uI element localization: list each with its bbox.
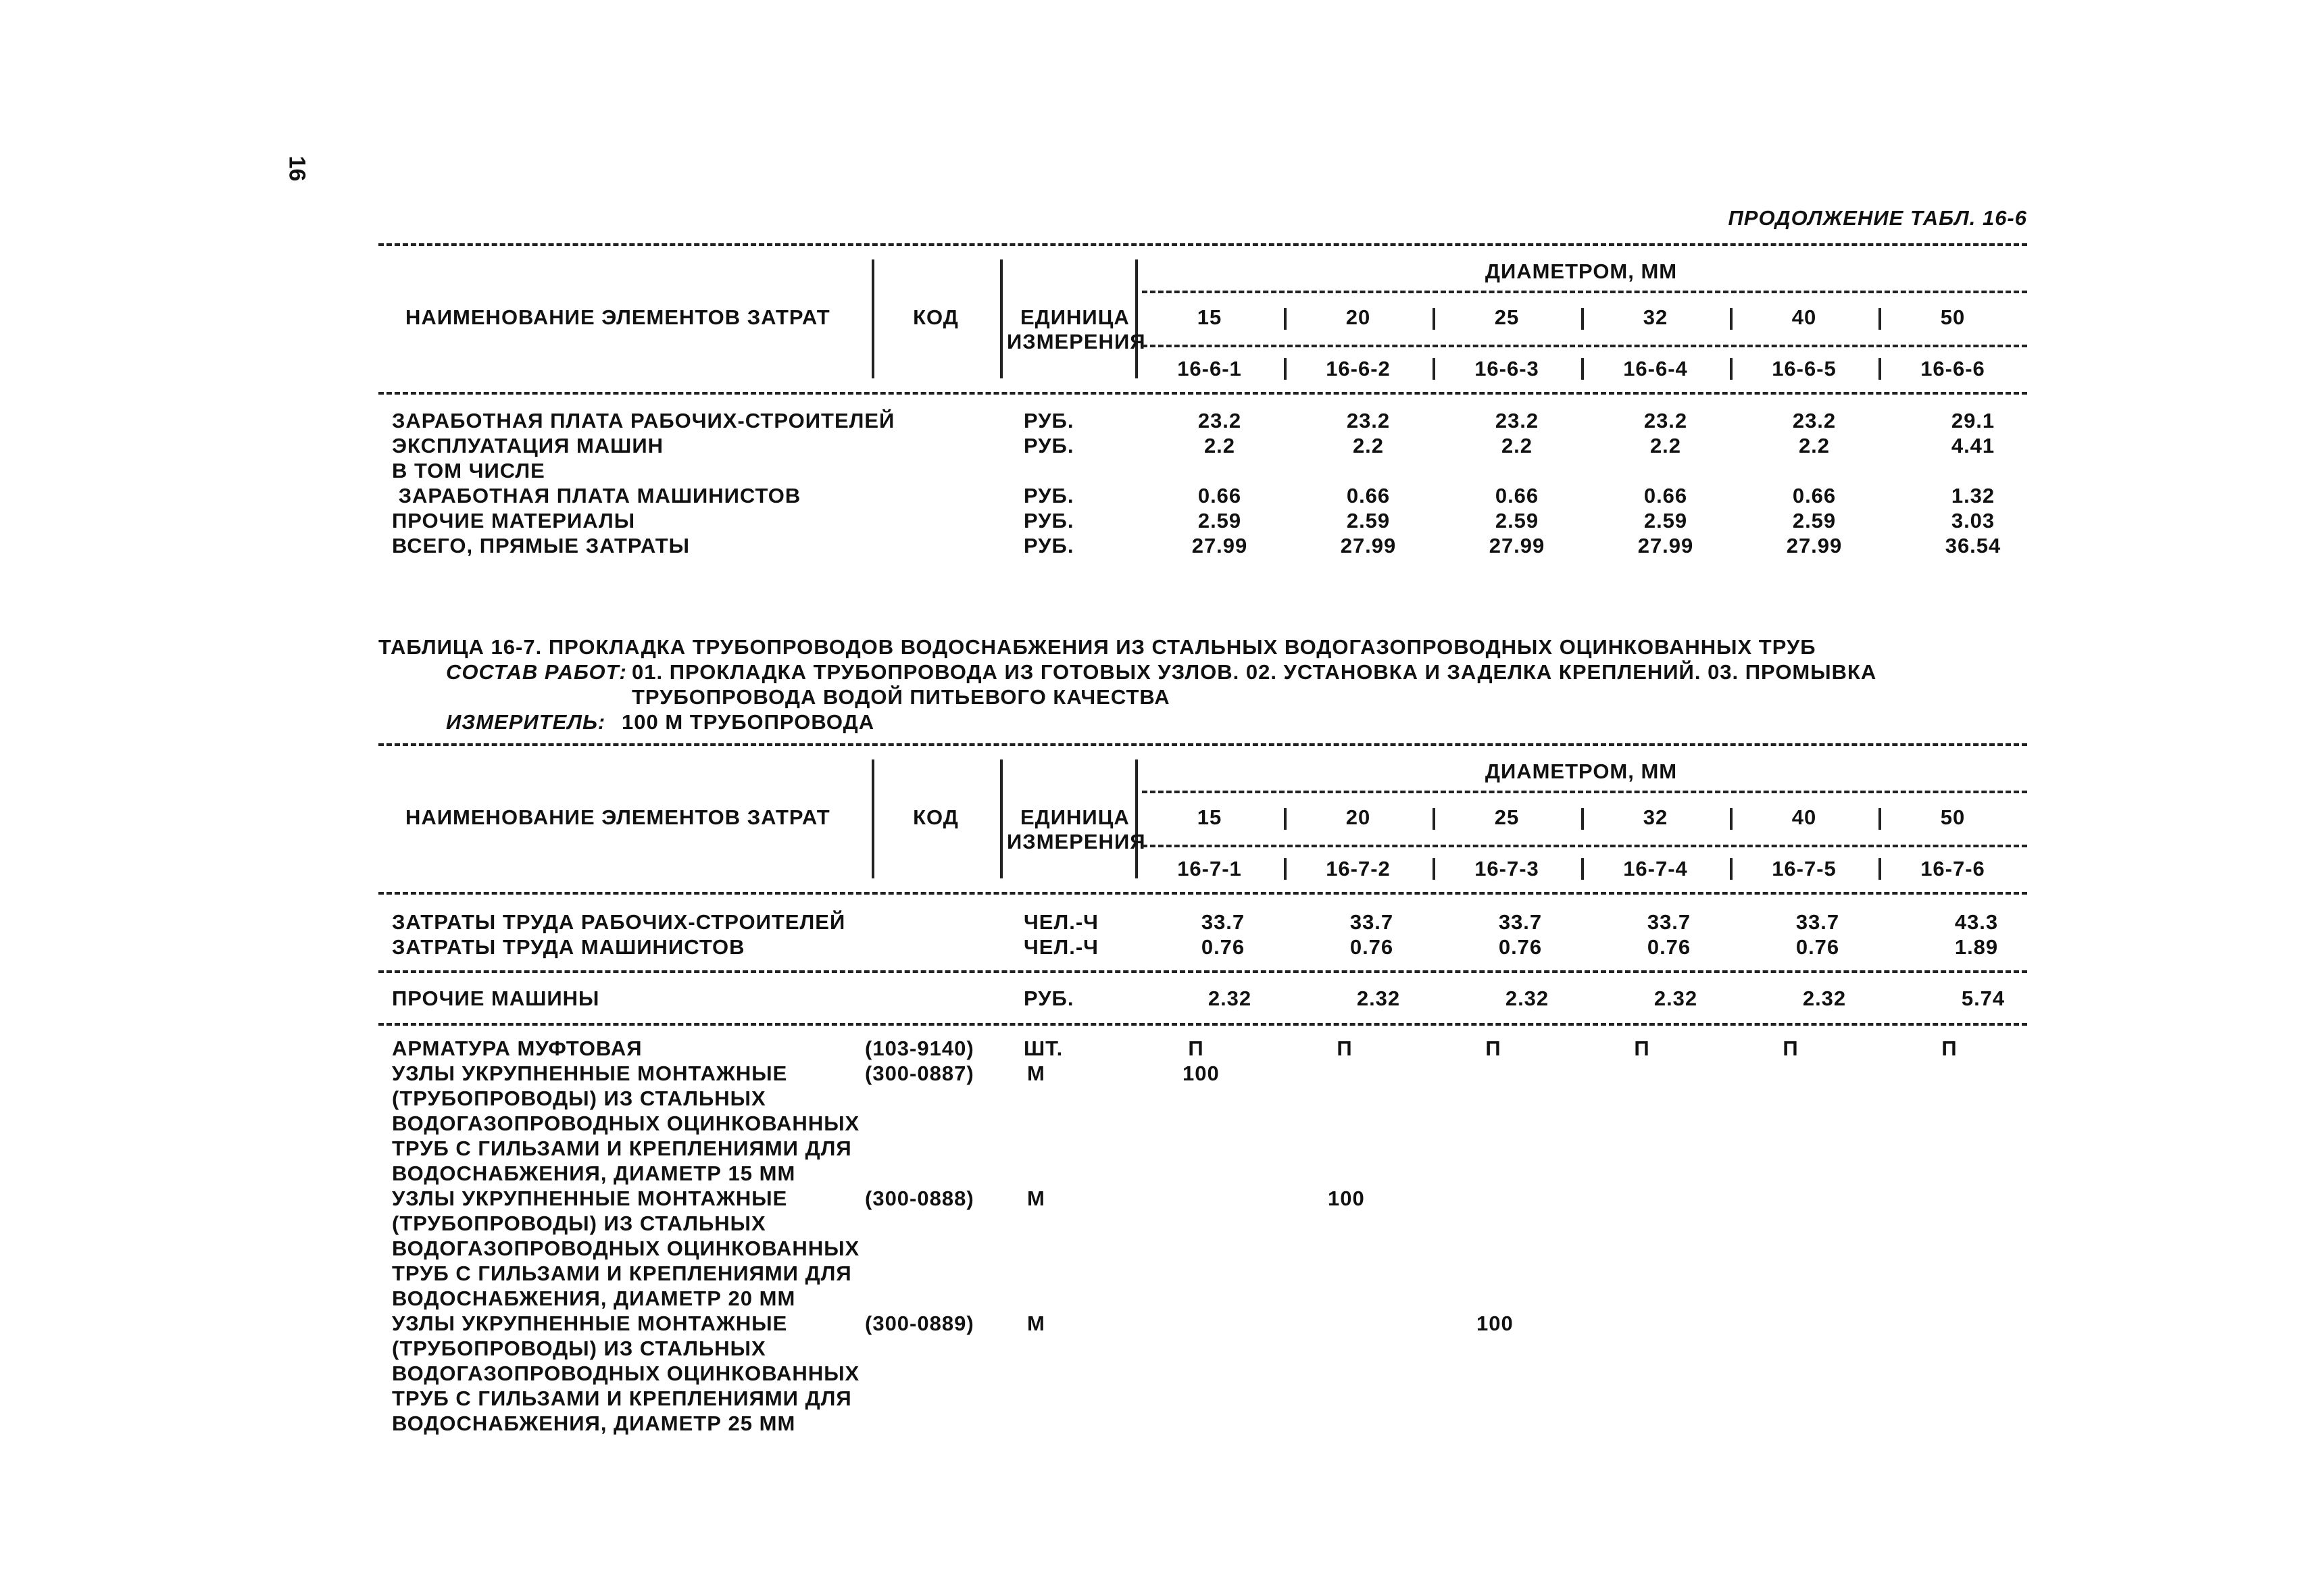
t2-unit-header-1: ЕДИНИЦА bbox=[1020, 805, 1130, 829]
t1-code-6: 16-6-6 bbox=[1920, 357, 1985, 380]
t2-name-header: НАИМЕНОВАНИЕ ЭЛЕМЕНТОВ ЗАТРАТ bbox=[405, 805, 830, 829]
t2-cell: П bbox=[1634, 1037, 1650, 1060]
t2-diameter-3: 25 bbox=[1494, 805, 1520, 829]
t2-node-line: ВОДОГАЗОПРОВОДНЫХ ОЦИНКОВАННЫХ bbox=[392, 1237, 860, 1260]
column-separator bbox=[1000, 759, 1003, 878]
t1-cell: 2.59 bbox=[1792, 509, 1837, 532]
t1-cell: 2.2 bbox=[1501, 434, 1533, 457]
t2-labor-unit: ЧЕЛ.-Ч bbox=[1024, 935, 1099, 959]
t1-cell: 23.2 bbox=[1792, 409, 1837, 432]
t2-node-line: УЗЛЫ УКРУПНЕННЫЕ МОНТАЖНЫЕ bbox=[392, 1062, 788, 1085]
t2-labor-unit: ЧЕЛ.-Ч bbox=[1024, 910, 1099, 934]
t2-cell: П bbox=[1485, 1037, 1501, 1060]
t2-node-value: 100 bbox=[1328, 1187, 1365, 1210]
header-top-rule bbox=[378, 243, 2027, 246]
diameter-rule bbox=[1142, 291, 2027, 293]
column-separator bbox=[1433, 858, 1435, 880]
t1-cell: 0.66 bbox=[1197, 484, 1242, 507]
t1-diameter-6: 50 bbox=[1940, 305, 1966, 329]
t2-node-unit: М bbox=[1027, 1187, 1045, 1210]
work-line-1: 01. ПРОКЛАДКА ТРУБОПРОВОДА ИЗ ГОТОВЫХ УЗЛОВ. 02. УСТАНОВКА И ЗАДЕЛКА КРЕПЛЕНИЙ. 03. ПРОМЫВКА bbox=[632, 660, 1877, 684]
t1-name-header: НАИМЕНОВАНИЕ ЭЛЕМЕНТОВ ЗАТРАТ bbox=[405, 305, 830, 329]
t2-cell: 0.76 bbox=[1201, 935, 1245, 959]
t2-node-value: 100 bbox=[1183, 1062, 1220, 1085]
t2-cell: 0.76 bbox=[1498, 935, 1543, 959]
t2-node-line: ТРУБ С ГИЛЬЗАМИ И КРЕПЛЕНИЯМИ ДЛЯ bbox=[392, 1262, 852, 1285]
t1-cell: 0.66 bbox=[1495, 484, 1539, 507]
t2-code-5: 16-7-5 bbox=[1772, 857, 1837, 880]
t2-node-line: ТРУБ С ГИЛЬЗАМИ И КРЕПЛЕНИЯМИ ДЛЯ bbox=[392, 1387, 852, 1410]
t2-cell: П bbox=[1783, 1037, 1799, 1060]
t2-fittings-name: АРМАТУРА МУФТОВАЯ bbox=[392, 1037, 643, 1060]
t2-cell: 33.7 bbox=[1349, 910, 1394, 934]
t2-code-header: КОД bbox=[913, 805, 959, 829]
meter-value: 100 М ТРУБОПРОВОДА bbox=[622, 710, 875, 734]
t2-diameter-2: 20 bbox=[1345, 805, 1371, 829]
column-separator bbox=[1284, 358, 1287, 380]
t1-cell: 2.2 bbox=[1352, 434, 1385, 457]
t1-row-name: ПРОЧИЕ МАТЕРИАЛЫ bbox=[392, 509, 636, 532]
t1-cell: 2.2 bbox=[1203, 434, 1236, 457]
t1-cell: 2.59 bbox=[1643, 509, 1688, 532]
column-separator bbox=[1581, 858, 1584, 880]
column-separator bbox=[872, 759, 874, 878]
t2-cell: 2.32 bbox=[1208, 987, 1252, 1010]
column-separator bbox=[1284, 858, 1287, 880]
column-separator bbox=[1284, 308, 1287, 330]
t2-diameter-5: 40 bbox=[1791, 805, 1817, 829]
column-separator bbox=[1878, 358, 1881, 380]
t1-cell: 27.99 bbox=[1340, 534, 1397, 557]
t1-cell: 2.59 bbox=[1197, 509, 1242, 532]
t1-row-name: ЗАРАБОТНАЯ ПЛАТА МАШИНИСТОВ bbox=[392, 484, 801, 507]
t2-cell: 0.76 bbox=[1647, 935, 1691, 959]
t1-diameter-header: ДИАМЕТРОМ, ММ bbox=[1485, 259, 1678, 283]
t1-unit-header-1: ЕДИНИЦА bbox=[1020, 305, 1130, 329]
t2-cell: 2.32 bbox=[1356, 987, 1401, 1010]
t1-cell: 36.54 bbox=[1945, 534, 2001, 557]
t1-cell: 29.1 bbox=[1951, 409, 1995, 432]
t2-cell: 1.89 bbox=[1954, 935, 1999, 959]
continuation-title: ПРОДОЛЖЕНИЕ ТАБЛ. 16-6 bbox=[1728, 206, 2027, 230]
t1-cell: 0.66 bbox=[1643, 484, 1688, 507]
header-bottom-rule bbox=[378, 892, 2027, 895]
t1-code-header: КОД bbox=[913, 305, 959, 329]
section-rule bbox=[378, 970, 2027, 973]
t1-diameter-3: 25 bbox=[1494, 305, 1520, 329]
t1-diameter-2: 20 bbox=[1345, 305, 1371, 329]
table2-title: ТАБЛИЦА 16-7. ПРОКЛАДКА ТРУБОПРОВОДОВ ВОДОСНАБЖЕНИЯ ИЗ СТАЛЬНЫХ ВОДОГАЗОПРОВОДНЫХ ОЦИНКОВАННЫХ ТРУБ bbox=[378, 635, 1816, 659]
t2-code-4: 16-7-4 bbox=[1623, 857, 1688, 880]
t2-node-unit: М bbox=[1027, 1312, 1045, 1335]
t2-unit-header-2: ИЗМЕРЕНИЯ bbox=[1007, 830, 1146, 853]
t1-cell: 27.99 bbox=[1637, 534, 1694, 557]
t2-fittings-unit: ШТ. bbox=[1024, 1037, 1064, 1060]
column-separator bbox=[1581, 358, 1584, 380]
work-line-2: ТРУБОПРОВОДА ВОДОЙ ПИТЬЕВОГО КАЧЕСТВА bbox=[632, 685, 1170, 709]
t2-node-line: ВОДОСНАБЖЕНИЯ, ДИАМЕТР 20 ММ bbox=[392, 1287, 796, 1310]
page-number: 16 bbox=[284, 155, 310, 182]
column-separator bbox=[1878, 858, 1881, 880]
column-separator bbox=[1433, 808, 1435, 830]
column-separator bbox=[1730, 358, 1733, 380]
t2-cell: 33.7 bbox=[1795, 910, 1840, 934]
diameter-rule bbox=[1142, 791, 2027, 793]
t2-cell: П bbox=[1941, 1037, 1958, 1060]
t1-row-unit: РУБ. bbox=[1024, 509, 1074, 532]
t2-node-line: ВОДОГАЗОПРОВОДНЫХ ОЦИНКОВАННЫХ bbox=[392, 1362, 860, 1385]
t2-cell: 43.3 bbox=[1954, 910, 1999, 934]
t2-node-line: (ТРУБОПРОВОДЫ) ИЗ СТАЛЬНЫХ bbox=[392, 1087, 766, 1110]
t1-code-1: 16-6-1 bbox=[1177, 357, 1242, 380]
t2-code-2: 16-7-2 bbox=[1326, 857, 1391, 880]
t1-cell: 27.99 bbox=[1786, 534, 1843, 557]
section-rule bbox=[378, 1023, 2027, 1026]
column-separator bbox=[1135, 259, 1138, 378]
t2-cell: 33.7 bbox=[1498, 910, 1543, 934]
t1-unit-header-2: ИЗМЕРЕНИЯ bbox=[1007, 330, 1146, 353]
t1-cell: 27.99 bbox=[1191, 534, 1248, 557]
t1-cell: 2.59 bbox=[1495, 509, 1539, 532]
t1-cell: 27.99 bbox=[1489, 534, 1545, 557]
t1-cell: 2.2 bbox=[1649, 434, 1682, 457]
t1-code-3: 16-6-3 bbox=[1474, 357, 1539, 380]
t1-code-2: 16-6-2 bbox=[1326, 357, 1391, 380]
t2-node-code: (300-0887) bbox=[865, 1062, 974, 1085]
column-separator bbox=[1433, 308, 1435, 330]
column-separator bbox=[1581, 808, 1584, 830]
t2-cell: 2.32 bbox=[1505, 987, 1549, 1010]
t2-cell: 2.32 bbox=[1802, 987, 1847, 1010]
t2-labor-name: ЗАТРАТЫ ТРУДА МАШИНИСТОВ bbox=[392, 935, 745, 959]
code-rule bbox=[1142, 845, 2027, 847]
t2-node-line: ВОДОСНАБЖЕНИЯ, ДИАМЕТР 25 ММ bbox=[392, 1412, 796, 1435]
column-separator bbox=[872, 259, 874, 378]
column-separator bbox=[1581, 308, 1584, 330]
t1-diameter-4: 32 bbox=[1643, 305, 1668, 329]
t2-cell: 0.76 bbox=[1795, 935, 1840, 959]
t1-code-5: 16-6-5 bbox=[1772, 357, 1837, 380]
t2-node-line: УЗЛЫ УКРУПНЕННЫЕ МОНТАЖНЫЕ bbox=[392, 1312, 788, 1335]
t2-cell: 5.74 bbox=[1961, 987, 2006, 1010]
t2-diameter-4: 32 bbox=[1643, 805, 1668, 829]
t2-node-line: (ТРУБОПРОВОДЫ) ИЗ СТАЛЬНЫХ bbox=[392, 1337, 766, 1360]
t1-row-name: ВСЕГО, ПРЯМЫЕ ЗАТРАТЫ bbox=[392, 534, 690, 557]
t1-cell: 23.2 bbox=[1346, 409, 1391, 432]
t1-row-unit: РУБ. bbox=[1024, 409, 1074, 432]
t2-fittings-code: (103-9140) bbox=[865, 1037, 974, 1060]
column-separator bbox=[1878, 808, 1881, 830]
t1-cell: 2.2 bbox=[1798, 434, 1831, 457]
t1-cell: 0.66 bbox=[1346, 484, 1391, 507]
t2-cell: П bbox=[1337, 1037, 1353, 1060]
t1-cell: 23.2 bbox=[1197, 409, 1242, 432]
t2-diameter-header: ДИАМЕТРОМ, ММ bbox=[1485, 759, 1678, 783]
t2-node-code: (300-0889) bbox=[865, 1312, 974, 1335]
t1-cell: 1.32 bbox=[1951, 484, 1995, 507]
t2-node-line: УЗЛЫ УКРУПНЕННЫЕ МОНТАЖНЫЕ bbox=[392, 1187, 788, 1210]
t2-cell: 2.32 bbox=[1653, 987, 1698, 1010]
t2-labor-name: ЗАТРАТЫ ТРУДА РАБОЧИХ-СТРОИТЕЛЕЙ bbox=[392, 910, 846, 934]
t2-node-unit: М bbox=[1027, 1062, 1045, 1085]
t1-cell: 2.59 bbox=[1346, 509, 1391, 532]
t1-cell: 4.41 bbox=[1951, 434, 1995, 457]
work-label: СОСТАВ РАБОТ: bbox=[446, 660, 627, 684]
t2-code-3: 16-7-3 bbox=[1474, 857, 1539, 880]
t2-node-line: (ТРУБОПРОВОДЫ) ИЗ СТАЛЬНЫХ bbox=[392, 1212, 766, 1235]
t2-node-line: ВОДОГАЗОПРОВОДНЫХ ОЦИНКОВАННЫХ bbox=[392, 1112, 860, 1135]
column-separator bbox=[1730, 858, 1733, 880]
t1-cell: 0.66 bbox=[1792, 484, 1837, 507]
t1-diameter-5: 40 bbox=[1791, 305, 1817, 329]
t1-row-unit: РУБ. bbox=[1024, 434, 1074, 457]
column-separator bbox=[1135, 759, 1138, 878]
t2-machines-name: ПРОЧИЕ МАШИНЫ bbox=[392, 987, 600, 1010]
column-separator bbox=[1284, 808, 1287, 830]
t2-diameter-1: 15 bbox=[1197, 805, 1222, 829]
t2-node-line: ВОДОСНАБЖЕНИЯ, ДИАМЕТР 15 ММ bbox=[392, 1162, 796, 1185]
column-separator bbox=[1433, 358, 1435, 380]
column-separator bbox=[1878, 308, 1881, 330]
t1-row-unit: РУБ. bbox=[1024, 534, 1074, 557]
t1-row-name: ЭКСПЛУАТАЦИЯ МАШИН bbox=[392, 434, 664, 457]
t2-node-code: (300-0888) bbox=[865, 1187, 974, 1210]
t2-code-1: 16-7-1 bbox=[1177, 857, 1242, 880]
t1-cell: 23.2 bbox=[1495, 409, 1539, 432]
t2-diameter-6: 50 bbox=[1940, 805, 1966, 829]
t1-code-4: 16-6-4 bbox=[1623, 357, 1688, 380]
t1-row-name: ЗАРАБОТНАЯ ПЛАТА РАБОЧИХ-СТРОИТЕЛЕЙ bbox=[392, 409, 895, 432]
t2-code-6: 16-7-6 bbox=[1920, 857, 1985, 880]
t1-diameter-1: 15 bbox=[1197, 305, 1222, 329]
t1-cell: 3.03 bbox=[1951, 509, 1995, 532]
t1-row-unit: РУБ. bbox=[1024, 484, 1074, 507]
t2-cell: 33.7 bbox=[1201, 910, 1245, 934]
meter-label: ИЗМЕРИТЕЛЬ: bbox=[446, 710, 606, 734]
column-separator bbox=[1000, 259, 1003, 378]
header-bottom-rule bbox=[378, 392, 2027, 395]
header-top-rule bbox=[378, 743, 2027, 746]
t2-machines-unit: РУБ. bbox=[1024, 987, 1074, 1010]
t1-cell: 23.2 bbox=[1643, 409, 1688, 432]
t2-node-value: 100 bbox=[1476, 1312, 1514, 1335]
column-separator bbox=[1730, 808, 1733, 830]
t1-row-name: В ТОМ ЧИСЛЕ bbox=[392, 459, 545, 482]
t2-cell: 0.76 bbox=[1349, 935, 1394, 959]
t2-node-line: ТРУБ С ГИЛЬЗАМИ И КРЕПЛЕНИЯМИ ДЛЯ bbox=[392, 1137, 852, 1160]
code-rule bbox=[1142, 345, 2027, 347]
column-separator bbox=[1730, 308, 1733, 330]
t2-cell: 33.7 bbox=[1647, 910, 1691, 934]
t2-cell: П bbox=[1188, 1037, 1204, 1060]
